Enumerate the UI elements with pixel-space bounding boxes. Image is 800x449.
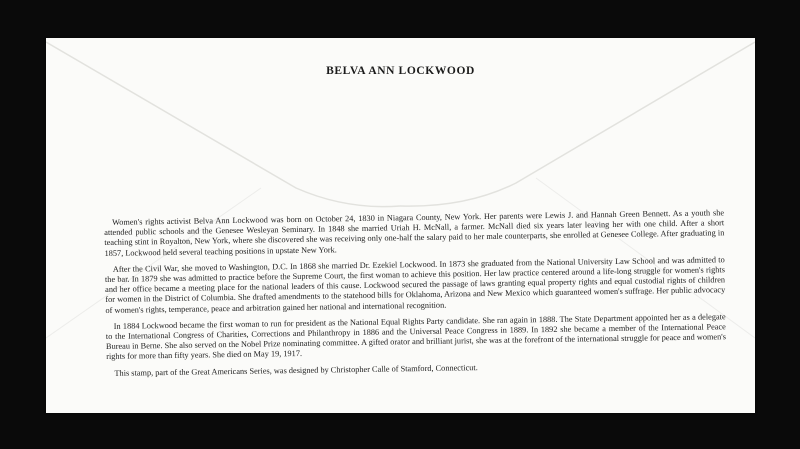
- paragraph-law-career: After the Civil War, she moved to Washington, D.C. In 1868 she married Dr. Ezekiel Lockwood. In 1873 she graduated from the National University Law School and was admitted to the bar. In 1879 she was admitted to practice before the Supreme Court, the first woman to achieve this position. Her law practice centered around a life-long struggle for women's rights and her office became a meeting place for the national leaders of this cause. Lockwood secured the passage of laws granting equal property rights and equal custodial rights of children for women in the District of Columbia. She drafted amendments to the statehood bills for Oklahoma, Arizona and New Mexico which guaranteed women's suffrage. Her public advocacy of women's rights, temperance, peace and arbitration gained her national and international recognition.: [104, 255, 726, 315]
- paragraph-early-life: Women's rights activist Belva Ann Lockwood was born on October 24, 1830 in Niagara County, New York. Her parents were Lewis J. and Hannah Green Bennett. As a youth she attended public schools and the Genesee Wesleyan Seminary. In 1848 she married Uriah H. McNall, a farmer. McNall died six years later leaving her with one child. After a short teaching stint in Royalton, New York, where she discovered she was receiving only one-half the salary paid to her male counterparts, she enrolled at Genesee College. After graduating in 1857, Lockwood held several teaching positions in upstate New York.: [104, 208, 725, 258]
- paragraph-stamp-credit: This stamp, part of the Great Americans Series, was designed by Christopher Calle of Stamford, Connecticut.: [114, 362, 478, 378]
- paragraph-presidential-run: In 1884 Lockwood became the first woman to run for president as the National Equal Rights Party candidate. She ran again in 1888. The State Department appointed her as a delegate to the International Congress of Charities, Corrections and Philanthropy in 1886 and the Universal Peace Congress in 1889. In 1892 she became a member of the International Peace Bureau in Berne. She also served on the Nobel Prize nominating committee. A gifted orator and brilliant jurist, she was at the forefront of the international struggle for peace and women's rights for more than fifty years. She died on May 19, 1917.: [105, 312, 727, 362]
- envelope-back: [46, 38, 755, 413]
- biography-text: [104, 208, 726, 379]
- document-title: BELVA ANN LOCKWOOD: [326, 65, 475, 77]
